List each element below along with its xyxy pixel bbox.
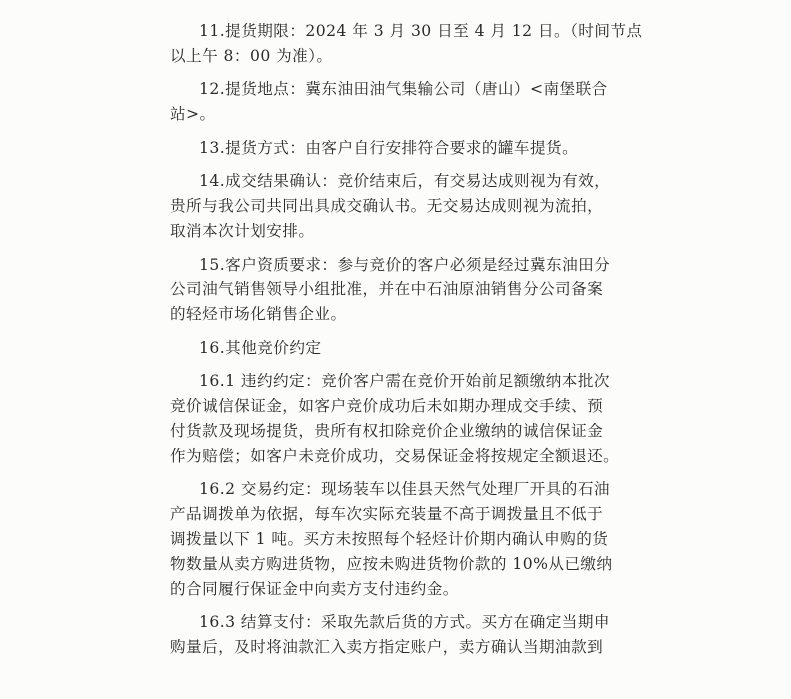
clause-16-heading: 16.其他竞价约定 <box>199 338 322 357</box>
clause-11-line-2: 以上午 8：00 为准）。 <box>170 46 333 65</box>
clause-16-1 <box>170 369 620 469</box>
clause-13-line-1: 13.提货方式：由客户自行安排符合要求的罐车提货。 <box>199 138 579 157</box>
clause-16-2-line-5: 的合同履行保证金中向卖方支付违约金。 <box>170 579 459 598</box>
clause-16-1-line-3: 付货款及现场提货，贵所有权扣除竞价企业缴纳的诚信保证金 <box>170 422 604 441</box>
clause-14 <box>170 169 620 244</box>
clause-16-1-line-4: 作为赔偿；如客户未竞价成功，交易保证金将按规定全额退还。 <box>170 446 620 465</box>
clause-12 <box>170 77 620 127</box>
clause-14-line-1: 14.成交结果确认：竞价结束后，有交易达成则视为有效， <box>199 172 611 191</box>
clause-11-line-1: 11.提货期限：2024 年 3 月 30 日至 4 月 12 日。（时间节点 <box>199 22 643 40</box>
clause-13 <box>170 136 620 161</box>
document-body <box>170 19 643 660</box>
clause-16 <box>170 336 620 361</box>
clause-16-1-line-2: 竞价诚信保证金，如客户竞价成功后未如期办理成交手续、预 <box>170 397 604 416</box>
clause-16-2-line-1: 16.2 交易约定：现场装车以佳县天然气处理厂开具的石油 <box>199 480 610 499</box>
clause-16-2-line-4: 物数量从卖方购进货物，应按未购进货物价款的 10%从已缴纳 <box>170 555 613 574</box>
clause-16-1-line-1: 16.1 违约约定：竞价客户需在竞价开始前足额缴纳本批次 <box>199 372 610 391</box>
clause-15-line-3: 的轻烃市场化销售企业。 <box>170 305 347 324</box>
clause-16-2-line-3: 调拨量以下 1 吨。买方未按照每个轻烃计价期内确认申购的货 <box>170 530 609 549</box>
clause-12-line-2: 站>。 <box>170 105 216 124</box>
clause-16-2 <box>170 477 620 601</box>
clause-16-3-line-2: 购量后，及时将油款汇入卖方指定账户，卖方确认当期油款到 <box>170 638 604 657</box>
clause-15 <box>170 253 620 328</box>
clause-16-3-line-1: 16.3 结算支付：采取先款后货的方式。买方在确定当期申 <box>199 613 610 632</box>
clause-14-line-2: 贵所与我公司共同出具成交确认书。无交易达成则视为流拍， <box>170 197 604 216</box>
clause-15-line-1: 15.客户资质要求：参与竞价的客户必须是经过冀东油田分 <box>199 255 611 274</box>
clause-11 <box>170 19 643 69</box>
clause-16-2-line-2: 产品调拨单为依据，每车次实际充装量不高于调拨量且不低于 <box>170 505 604 524</box>
clause-14-line-3: 取消本次计划安排。 <box>170 222 315 241</box>
clause-16-3 <box>170 610 620 660</box>
clause-15-line-2: 公司油气销售领导小组批准，并在中石油原油销售分公司备案 <box>170 280 604 299</box>
clause-12-line-1: 12.提货地点：冀东油田油气集输公司（唐山）<南堡联合 <box>199 80 608 99</box>
